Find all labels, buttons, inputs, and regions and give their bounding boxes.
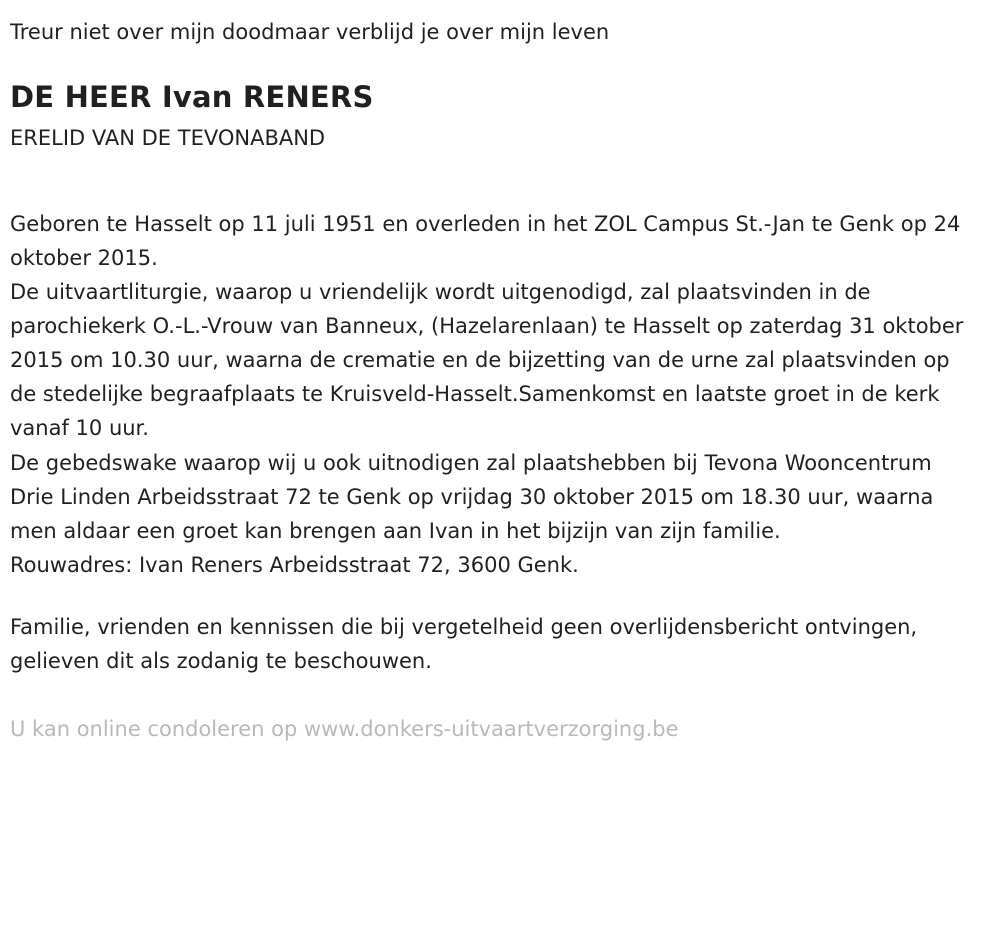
paragraph-mourning-address: Rouwadres: Ivan Reners Arbeidsstraat 72, 3600 Genk. bbox=[10, 552, 579, 577]
obituary-body bbox=[10, 207, 974, 581]
paragraph-birth-death: Geboren te Hasselt op 11 juli 1951 en overleden in het ZOL Campus St.-Jan te Genk op 24 oktober 2015. bbox=[10, 212, 961, 271]
family-notice: Familie, vrienden en kennissen die bij vergetelheid geen overlijdensbericht ontvingen, gelieven dit als zodanig te beschouwen. bbox=[10, 614, 918, 673]
condolence-footer: U kan online condoleren op www.donkers-uitvaartverzorging.be bbox=[10, 716, 679, 741]
paragraph-funeral-service: De uitvaartliturgie, waarop u vriendelijk wordt uitgenodigd, zal plaatsvinden in de parochiekerk O.-L.-Vrouw van Banneux, (Hazelarenlaan) te Hasselt op zaterdag 31 oktober 2015 om 10.30 uur, waarna de crematie en de bijzetting van de urne zal plaatsvinden op de stedelijke begraafplaats te Kruisveld-Hasselt.Samenkomst en laatste groet in de kerk vanaf 10 uur. bbox=[10, 280, 964, 441]
deceased-name: DE HEER Ivan RENERS bbox=[10, 80, 374, 115]
honorary-title: ERELID VAN DE TEVONABAND bbox=[10, 126, 326, 151]
epitaph-line: Treur niet over mijn doodmaar verblijd je over mijn leven bbox=[10, 20, 610, 44]
paragraph-prayer-vigil: De gebedswake waarop wij u ook uitnodigen zal plaatshebben bij Tevona Wooncentrum Drie Linden Arbeidsstraat 72 te Genk op vrijdag 30 oktober 2015 om 18.30 uur, waarna men aldaar een groet kan brengen aan Ivan in het bijzijn van zijn familie. bbox=[10, 450, 934, 543]
